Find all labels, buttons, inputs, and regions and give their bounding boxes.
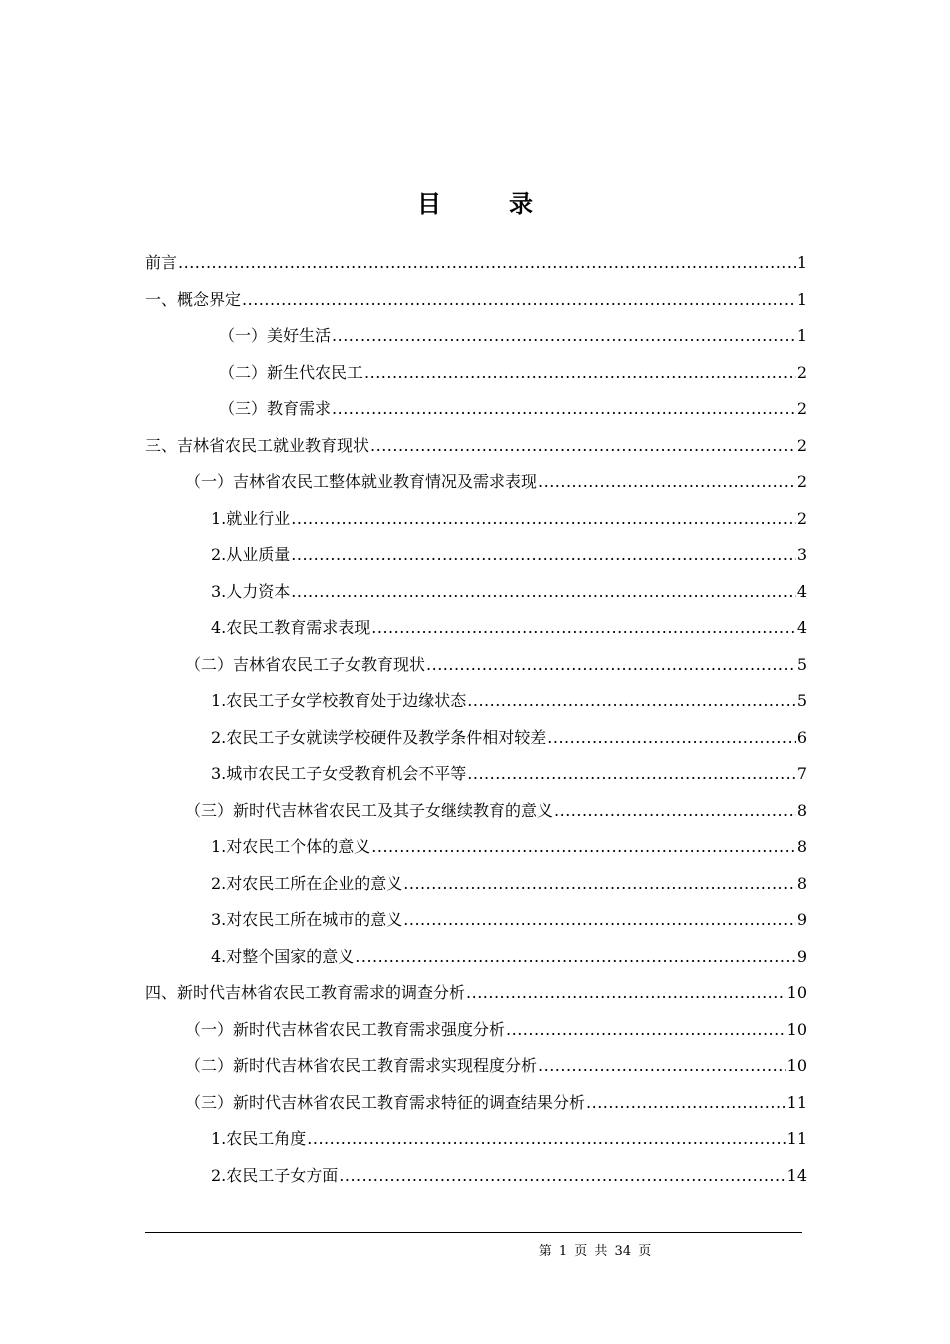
toc-entry[interactable] [145,725,807,762]
page-title: 目 录 [417,190,555,218]
toc-entry-page-number: 4 [796,618,807,637]
toc-entry-label: （三）新时代吉林省农民工及其子女继续教育的意义 [185,800,554,820]
toc-entry-label: 一、概念界定 [145,289,242,309]
toc-entry-page-number: 11 [786,1129,807,1148]
toc-entry-label: 2.从业质量 [211,545,291,564]
toc-entry-label: 4.对整个国家的意义 [211,946,355,966]
toc-entry-page-number: 9 [796,946,807,966]
toc-dot-leader [371,615,796,641]
toc-dot-leader [538,469,796,495]
toc-entry-page-number: 8 [796,837,807,856]
toc-entry[interactable] [145,360,807,397]
toc-entry-label: 4.农民工教育需求表现 [211,618,371,637]
footer-page-info: 第 1 页 共 34 页 [538,1244,652,1259]
toc-entry-label: 三、吉林省农民工就业教育现状 [145,435,370,455]
toc-dot-leader [426,652,796,678]
toc-entry-label: （三）教育需求 [219,399,332,418]
toc-entry-label: （三）新时代吉林省农民工教育需求特征的调查结果分析 [185,1092,586,1112]
toc-entry[interactable] [145,396,807,433]
toc-dot-leader [339,1163,785,1189]
toc-dot-leader [554,798,796,824]
toc-entry-label: 1.对农民工个体的意义 [211,837,371,856]
toc-dot-leader [364,360,796,386]
toc-entry-label: 3.城市农民工子女受教育机会不平等 [211,764,467,783]
toc-entry-label: （二）吉林省农民工子女教育现状 [185,654,426,674]
toc-entry-page-number: 1 [796,253,807,272]
toc-entry-label: 四、新时代吉林省农民工教育需求的调查分析 [145,983,466,1002]
toc-dot-leader [586,1090,786,1116]
toc-dot-leader [403,871,796,897]
toc-dot-leader [332,323,796,349]
toc-dot-leader [538,1053,786,1079]
toc-entry-page-number: 10 [786,1019,807,1039]
toc-entry-label: 1.农民工角度 [211,1129,307,1148]
toc-entry-page-number: 11 [786,1092,807,1112]
toc-entry[interactable] [145,542,807,579]
toc-entry-page-number: 3 [796,545,807,564]
toc-entry[interactable] [145,615,807,652]
toc-entry-page-number: 7 [796,764,807,783]
toc-entry[interactable] [145,1090,807,1127]
toc-entry-page-number: 1 [796,289,807,309]
toc-dot-leader [506,1017,786,1043]
toc-entry[interactable] [145,287,807,324]
toc-dot-leader [242,287,796,313]
toc-entry-label: （一）吉林省农民工整体就业教育情况及需求表现 [185,472,538,491]
toc-entry[interactable] [145,871,807,908]
toc-dot-leader [370,433,796,459]
toc-entry-page-number: 8 [796,800,807,820]
toc-entry-page-number: 2 [796,362,807,382]
toc-entry-page-number: 2 [796,472,807,491]
toc-entry-page-number: 5 [796,654,807,674]
toc-entry-page-number: 4 [796,581,807,601]
toc-dot-leader [466,980,786,1006]
toc-entry[interactable] [145,944,807,981]
toc-entry-page-number: 2 [796,399,807,418]
toc-entry[interactable] [145,1017,807,1054]
toc-entry-label: 3.人力资本 [211,581,291,601]
toc-entry-label: 2.农民工子女方面 [211,1165,339,1185]
toc-dot-leader [403,907,796,933]
toc-entry[interactable] [145,1126,807,1163]
toc-dot-leader [355,944,796,970]
toc-entry[interactable] [145,469,807,506]
toc-entry-page-number: 2 [796,435,807,455]
toc-entry-page-number: 6 [796,727,807,747]
toc-entry-label: 1.农民工子女学校教育处于边缘状态 [211,691,467,710]
toc-dot-leader [291,506,796,532]
toc-entry-page-number: 1 [796,326,807,345]
toc-entry-label: 2.农民工子女就读学校硬件及教学条件相对较差 [211,727,547,747]
toc-dot-leader [371,834,796,860]
toc-entry-label: 3.对农民工所在城市的意义 [211,910,403,929]
footer-divider [145,1232,802,1233]
toc-entry-label: （二）新生代农民工 [219,362,364,382]
toc-entry-label: （一）美好生活 [219,326,332,345]
toc-entry[interactable] [145,323,807,360]
toc-entry-page-number: 10 [786,983,807,1002]
toc-dot-leader [547,725,796,751]
toc-entry-page-number: 14 [786,1165,807,1185]
toc-entry-page-number: 9 [796,910,807,929]
toc-entry[interactable] [145,250,807,287]
toc-dot-leader [307,1126,785,1152]
toc-entry[interactable] [145,433,807,470]
toc-entry-page-number: 8 [796,873,807,893]
toc-dot-leader [332,396,796,422]
toc-dot-leader [291,542,796,568]
toc-entry[interactable] [145,652,807,689]
toc-entry[interactable] [145,506,807,543]
toc-entry-label: 前言 [145,253,178,272]
toc-dot-leader [178,250,796,276]
toc-entry[interactable] [145,834,807,871]
toc-entry[interactable] [145,688,807,725]
toc-dot-leader [291,579,796,605]
toc-entry-page-number: 2 [796,508,807,528]
toc-entry-label: （二）新时代吉林省农民工教育需求实现程度分析 [185,1056,538,1075]
toc-dot-leader [467,761,796,787]
toc-entry-page-number: 5 [796,691,807,710]
toc-entry[interactable] [145,980,807,1017]
toc-entry[interactable] [145,1053,807,1090]
toc-entry-label: （一）新时代吉林省农民工教育需求强度分析 [185,1019,506,1039]
toc-entry-label: 1.就业行业 [211,508,291,528]
toc-entry[interactable] [145,579,807,616]
table-of-contents [145,250,807,1199]
toc-entry-label: 2.对农民工所在企业的意义 [211,873,403,893]
toc-entry[interactable] [145,907,807,944]
toc-dot-leader [467,688,796,714]
toc-entry[interactable] [145,1163,807,1200]
toc-entry-page-number: 10 [786,1056,807,1075]
toc-entry[interactable] [145,798,807,835]
toc-entry[interactable] [145,761,807,798]
